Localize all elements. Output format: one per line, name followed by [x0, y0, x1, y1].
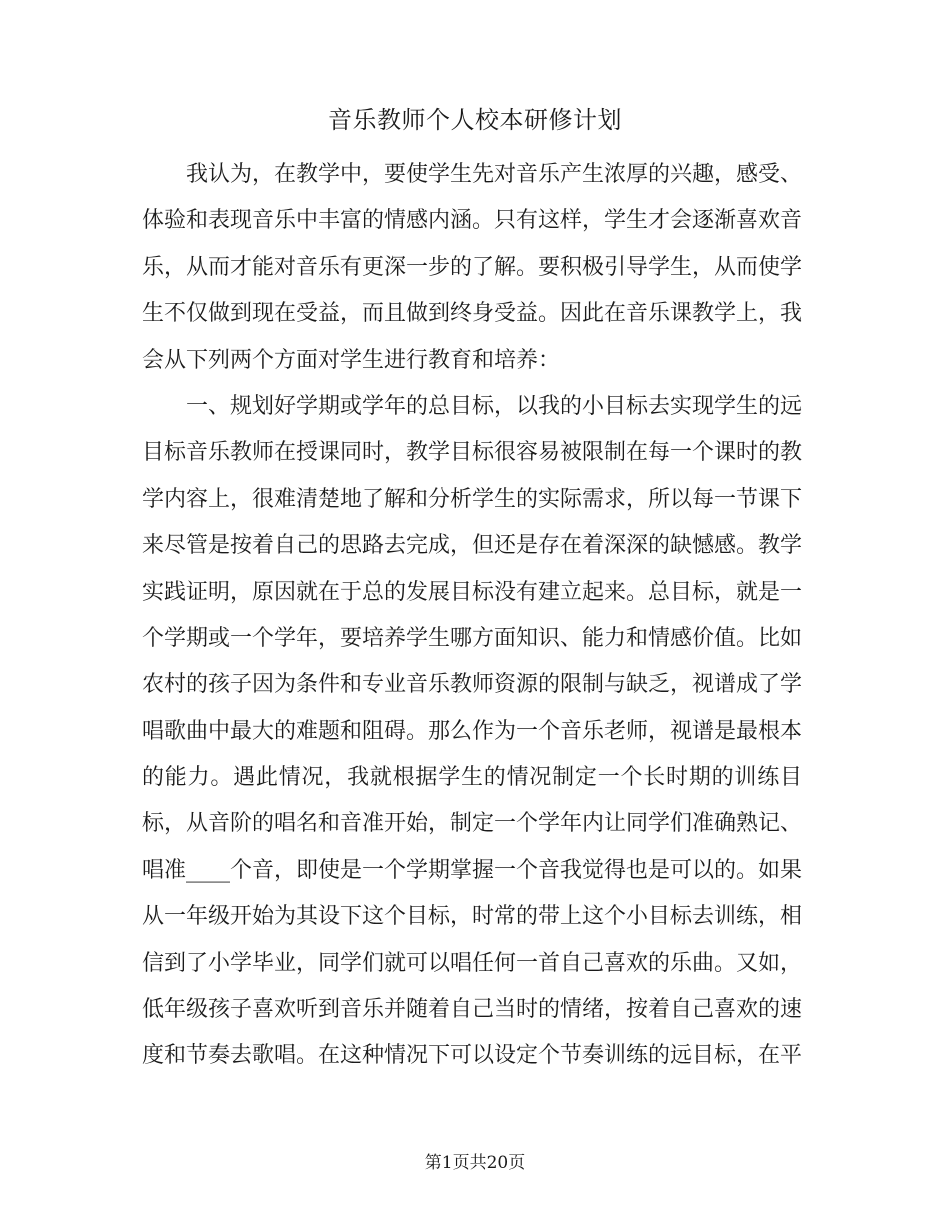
document-title: 音乐教师个人校本研修计划: [328, 106, 622, 134]
text-line: 一、规划好学期或学年的总目标，以我的小目标去实现学生的远: [186, 393, 802, 419]
text-line: 乐，从而才能对音乐有更深一步的了解。要积极引导学生，从而使学: [142, 254, 802, 280]
text-line: 体验和表现音乐中丰富的情感内涵。只有这样，学生才会逐渐喜欢音: [142, 208, 802, 234]
text-line: 度和节奏去歌唱。在这种情况下可以设定个节奏训练的远目标，在平: [142, 1043, 802, 1069]
text-line: 学内容上，很难清楚地了解和分析学生的实际需求，所以每一节课下: [142, 486, 802, 512]
text-line: 的能力。遇此情况，我就根据学生的情况制定一个长时期的训练目: [142, 765, 802, 791]
text-line: 农村的孩子因为条件和专业音乐教师资源的限制与缺乏，视谱成了学: [142, 672, 802, 698]
text-line: 生不仅做到现在受益，而且做到终身受益。因此在音乐课教学上，我: [142, 301, 802, 327]
text-line: 标，从音阶的唱名和音准开始，制定一个学年内让同学们准确熟记、: [142, 811, 802, 837]
text-line: 实践证明，原因就在于总的发展目标没有建立起来。总目标，就是一: [142, 579, 802, 605]
text-line: 目标音乐教师在授课同时，教学目标很容易被限制在每一个课时的教: [142, 440, 802, 466]
text-line: 唱歌曲中最大的难题和阻碍。那么作为一个音乐老师，视谱是最根本: [142, 718, 802, 744]
text-line: 来尽管是按着自己的思路去完成，但还是存在着深深的缺憾感。教学: [142, 533, 802, 559]
document-body: [142, 152, 802, 1080]
page-number: 第1页共20页: [424, 1153, 526, 1173]
text-line: 个学期或一个学年，要培养学生哪方面知识、能力和情感价值。比如: [142, 625, 802, 651]
text-line: 我认为，在教学中，要使学生先对音乐产生浓厚的兴趣，感受、: [186, 162, 802, 187]
text-line: 会从下列两个方面对学生进行教育和培养：: [142, 347, 561, 373]
text-line: 从一年级开始为其设下这个目标，时常的带上这个小目标去训练，相: [142, 904, 802, 930]
text-line: 信到了小学毕业，同学们就可以唱任何一首自己喜欢的乐曲。又如，: [142, 950, 802, 976]
text-line: 低年级孩子喜欢听到音乐并随着自己当时的情绪，按着自己喜欢的速: [142, 997, 802, 1023]
text-line: 唱准____个音，即使是一个学期掌握一个音我觉得也是可以的。如果: [142, 857, 802, 883]
